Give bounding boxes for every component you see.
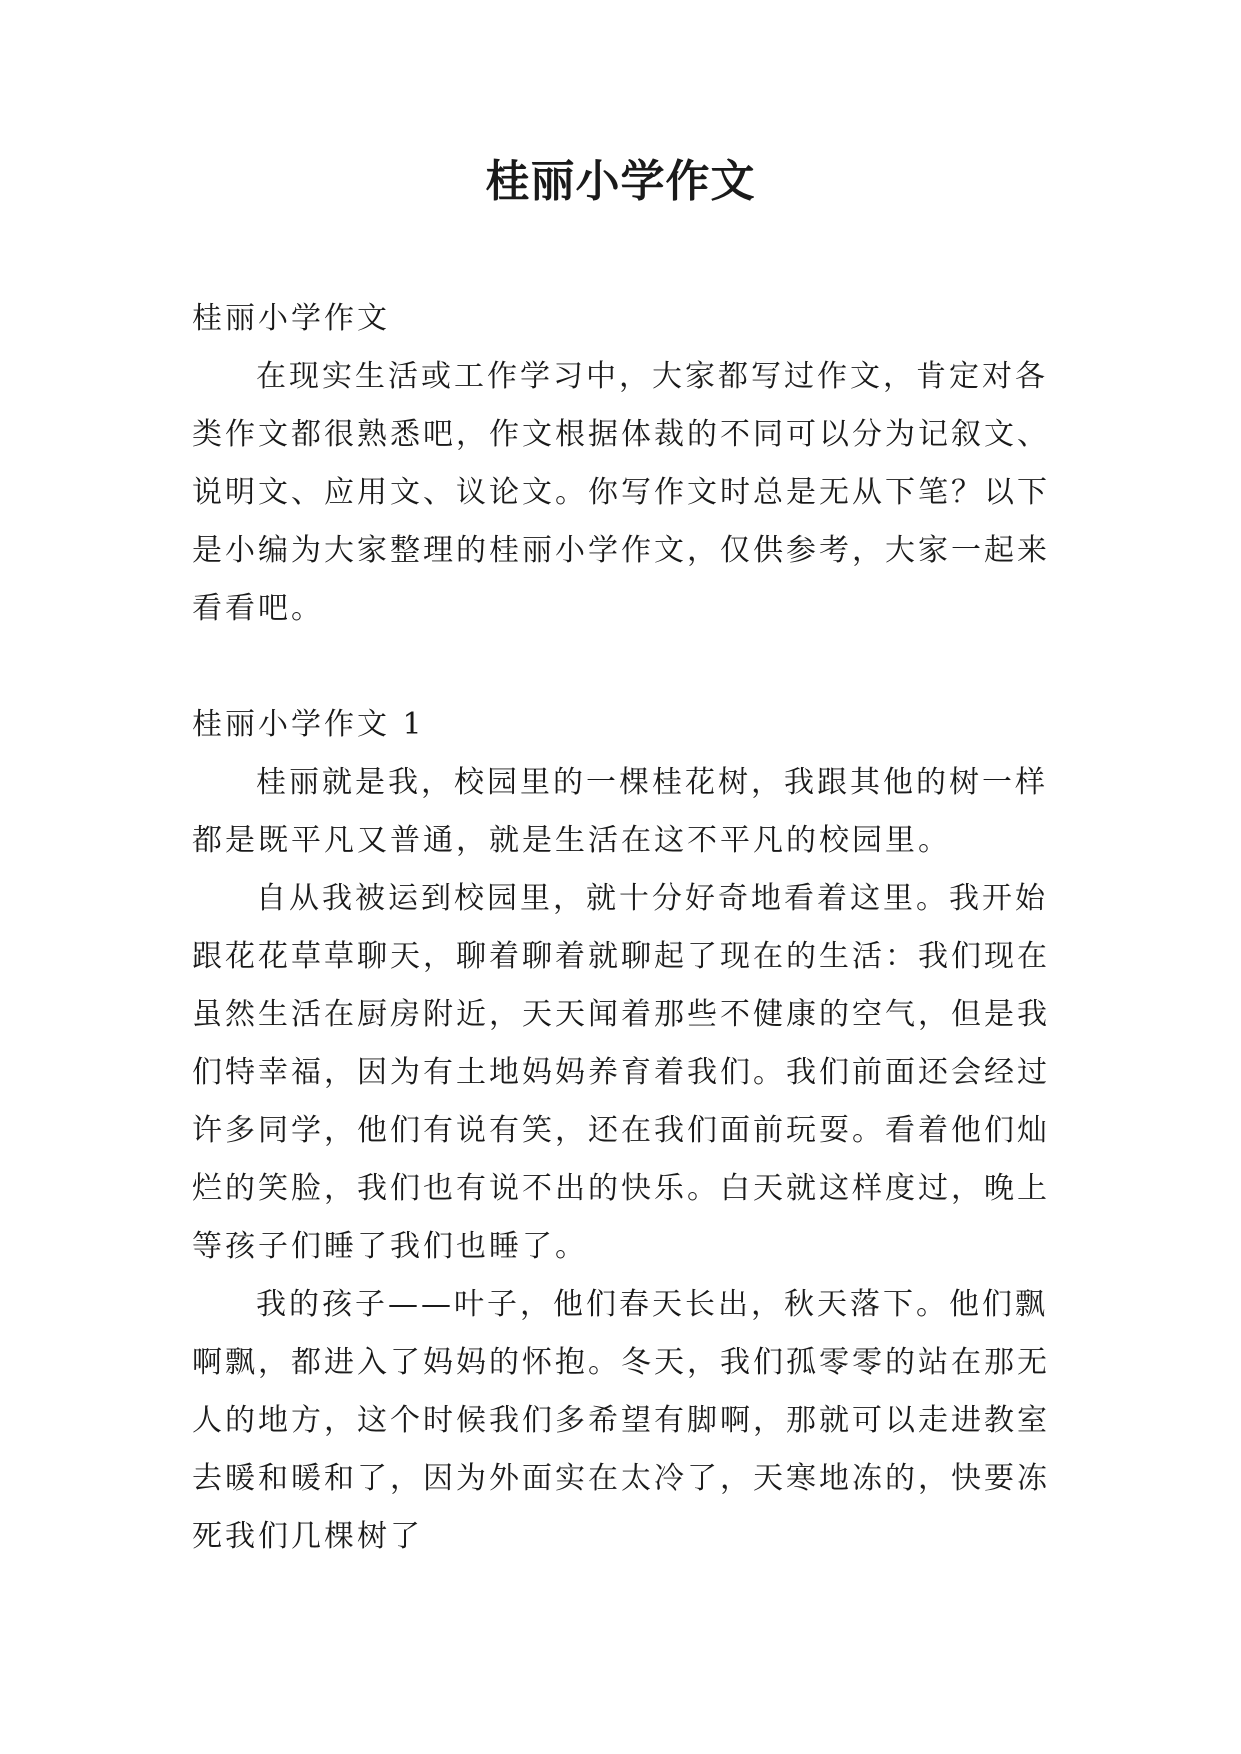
p3-line-5: 死我们几棵树了 bbox=[192, 1519, 423, 1554]
essay-1-paragraph-2 bbox=[192, 870, 1072, 1276]
p3-line-1: 我的孩子——叶子，他们春天长出，秋天落下。他们飘 bbox=[256, 1287, 1048, 1322]
p2-line-2: 跟花花草草聊天，聊着聊着就聊起了现在的生活：我们现在 bbox=[192, 939, 1050, 974]
intro-line-5: 看看吧。 bbox=[192, 591, 324, 626]
p3-line-4: 去暖和暖和了，因为外面实在太冷了，天寒地冻的，快要冻 bbox=[192, 1461, 1050, 1496]
section-gap bbox=[192, 638, 1072, 696]
intro-line-2: 类作文都很熟悉吧，作文根据体裁的不同可以分为记叙文、 bbox=[192, 417, 1050, 452]
intro-heading: 桂丽小学作文 bbox=[192, 301, 390, 336]
p1-line-1: 桂丽就是我，校园里的一棵桂花树，我跟其他的树一样 bbox=[256, 765, 1048, 800]
essay-1-paragraph-1 bbox=[192, 754, 1072, 870]
p2-line-7: 等孩子们睡了我们也睡了。 bbox=[192, 1229, 588, 1264]
p2-line-1: 自从我被运到校园里，就十分好奇地看着这里。我开始 bbox=[256, 881, 1048, 916]
p3-line-3: 人的地方，这个时候我们多希望有脚啊，那就可以走进教室 bbox=[192, 1403, 1050, 1438]
document-body bbox=[192, 290, 1072, 1566]
p3-line-2: 啊飘，都进入了妈妈的怀抱。冬天，我们孤零零的站在那无 bbox=[192, 1345, 1050, 1380]
essay-1-paragraph-3 bbox=[192, 1276, 1072, 1566]
intro-line-1: 在现实生活或工作学习中，大家都写过作文，肯定对各 bbox=[256, 359, 1048, 394]
p2-line-3: 虽然生活在厨房附近，天天闻着那些不健康的空气，但是我 bbox=[192, 997, 1050, 1032]
p1-line-2: 都是既平凡又普通，就是生活在这不平凡的校园里。 bbox=[192, 823, 951, 858]
p2-line-4: 们特幸福，因为有土地妈妈养育着我们。我们前面还会经过 bbox=[192, 1055, 1050, 1090]
p2-line-5: 许多同学，他们有说有笑，还在我们面前玩耍。看着他们灿 bbox=[192, 1113, 1050, 1148]
intro-line-3: 说明文、应用文、议论文。你写作文时总是无从下笔？以下 bbox=[192, 475, 1050, 510]
p2-line-6: 烂的笑脸，我们也有说不出的快乐。白天就这样度过，晚上 bbox=[192, 1171, 1050, 1206]
document-title: 桂丽小学作文 bbox=[485, 156, 756, 207]
intro-paragraph bbox=[192, 348, 1072, 638]
essay-1-heading: 桂丽小学作文 1 bbox=[192, 707, 425, 742]
intro-line-4: 是小编为大家整理的桂丽小学作文，仅供参考，大家一起来 bbox=[192, 533, 1050, 568]
